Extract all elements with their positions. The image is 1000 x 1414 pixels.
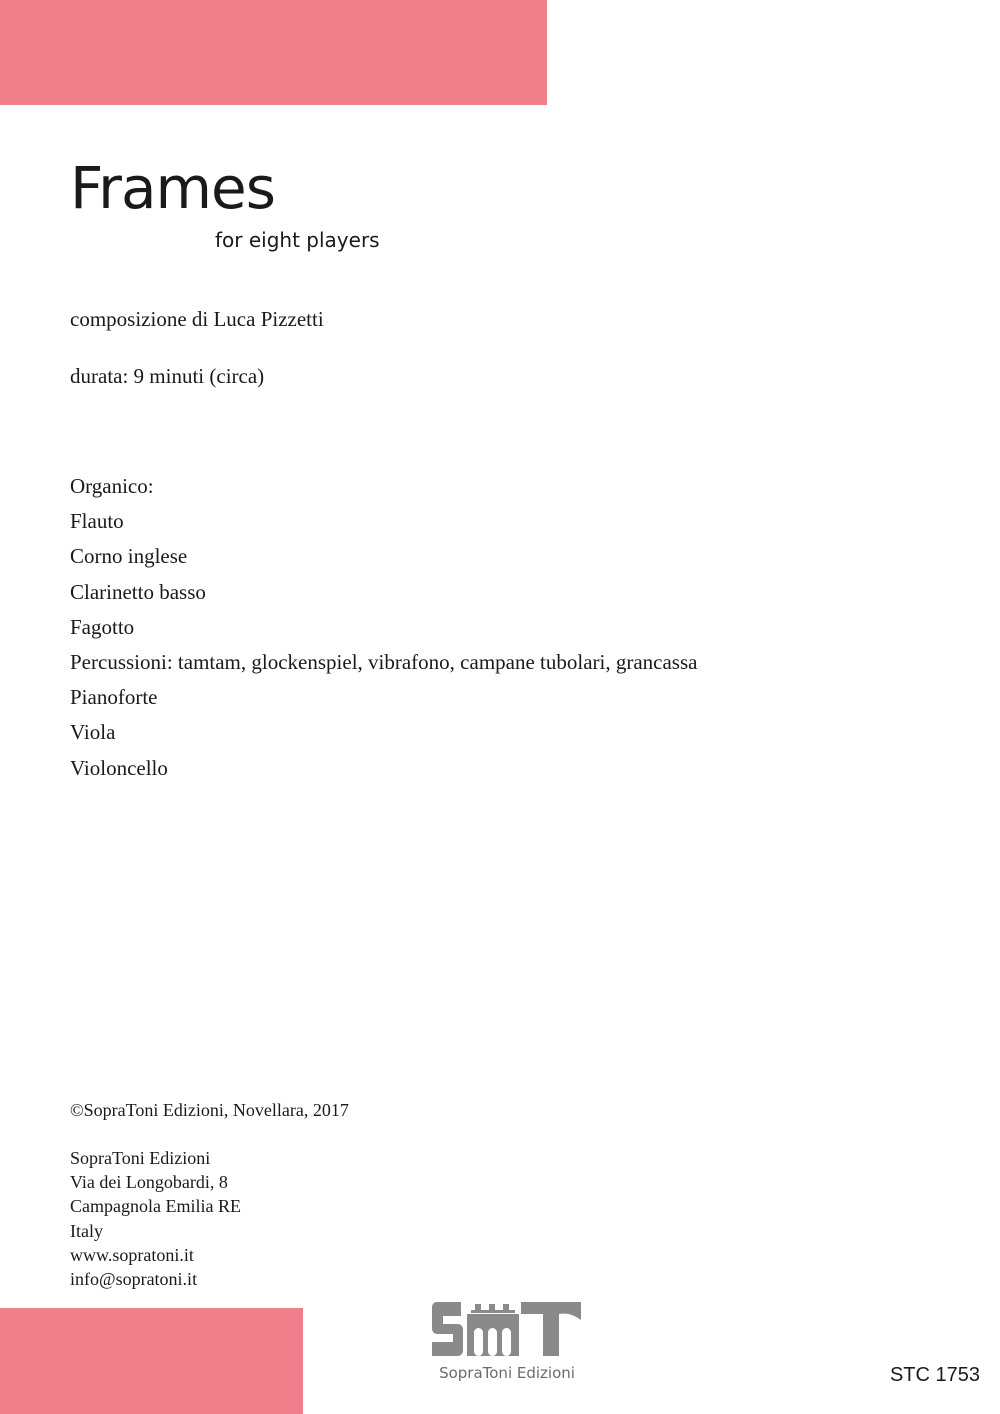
page-title: Frames <box>70 154 275 222</box>
publisher-address <box>70 1146 241 1291</box>
publisher-website: www.sopratoni.it <box>70 1244 194 1265</box>
duration-line: durata: 9 minuti (circa) <box>70 364 265 388</box>
instrument-item: Percussioni: tamtam, glockenspiel, vibrafono, campane tubolari, grancassa <box>70 650 698 675</box>
publisher-name: SopraToni Edizioni <box>70 1148 211 1168</box>
instrument-item: Fagotto <box>70 614 135 639</box>
logo-caption: SopraToni Edizioni <box>439 1364 575 1382</box>
instrument-item: Flauto <box>70 509 124 534</box>
publisher-country: Italy <box>70 1220 103 1241</box>
instrument-item: Clarinetto basso <box>70 579 206 604</box>
subtitle: for eight players <box>215 228 380 252</box>
instrument-item: Pianoforte <box>70 685 158 710</box>
instrument-item: Corno inglese <box>70 544 188 569</box>
bottom-accent-band <box>0 1308 303 1414</box>
instrumentation-heading: Organico: <box>70 474 154 498</box>
instrument-item: Viola <box>70 720 116 745</box>
publisher-email: info@sopratoni.it <box>70 1269 198 1290</box>
publisher-city: Campagnola Emilia RE <box>70 1196 241 1217</box>
top-accent-band <box>0 0 547 105</box>
catalog-number: STC 1753 <box>889 1364 980 1386</box>
instrument-item: Violoncello <box>70 755 168 780</box>
composer-line: composizione di Luca Pizzetti <box>70 307 324 331</box>
instrumentation-list <box>70 469 697 786</box>
publisher-street: Via dei Longobardi, 8 <box>70 1172 228 1193</box>
copyright-notice: ©SopraToni Edizioni, Novellara, 2017 <box>70 1100 349 1120</box>
